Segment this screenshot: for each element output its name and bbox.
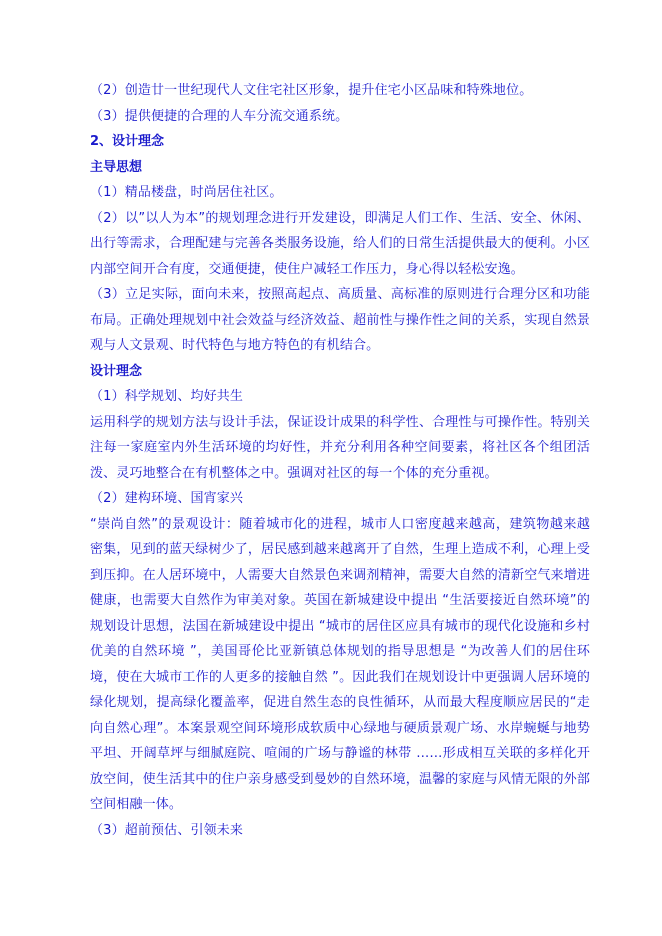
paragraph-concept-1-body: 运用科学的规划方法与设计手法，保证设计成果的科学性、合理性与可操作性。特别关注每一家庭室内外生活环境的均好性，并充分利用各种空间要素，将社区各个组团活泼、灵巧地整合在有机整体之中。强调对社区的每一个体的充分重视。: [90, 414, 590, 481]
paragraph-concept-2-body: “崇尚自然”的景观设计：随着城市化的进程，城市人口密度越来越高，建筑物越来越密集，见到的蓝天绿树少了，居民感到越来越离开了自然，生理上造成不利，心理上受到压抑。在人居环境中，人需要大自然景色来调剂精神，需要大自然的清新空气来增进健康，也需要大自然作为审美对象。英国在新城建设中提出 “生活要接近自然环境”的规划设计思想，法国在新城建设中提出 “城市的居住区应具有城市的现代化设施和乡村优美的自然环境 ”，美国哥伦比亚新镇总体规划的指导思想是 “为改善人们的居住环境，使在大城市工作的人更多的接触自然 ”。因此我们在规划设计中更强调人居环境的绿化规划，提高绿化覆盖率，促进自然生态的良性循环，从而最大程度顺应居民的“走向自然心理”。本案景观空间环境形成软质中心绿地与硬质景观广场、水岸蜿蜒与地势平坦、开阔草坪与细腻庭院、喧闹的广场与静谧的林带 ……形成相互关联的多样化开放空间，使生活其中的住户亲身感受到曼妙的自然环境，温馨的家庭与风情无限的外部空间相融一体。: [90, 516, 590, 812]
paragraph-guiding-2: （2）以”以人为本”的规划理念进行开发建设，即满足人们工作、生活、安全、休闲、出行等需求，合理配建与完善各类服务设施，给人们的日常生活提供最大的便利。小区内部空间开合有度，交通便捷，使住户减轻工作压力，身心得以轻松安逸。: [90, 210, 590, 277]
subheading-design-concept: 设计理念: [90, 363, 143, 379]
paragraph-guiding-3: （3）立足实际，面向未来，按照高起点、高质量、高标准的原则进行合理分区和功能布局。正确处理规划中社会效益与经济效益、超前性与操作性之间的关系，实现自然景观与人文景观、时代特色与地方特色的有机结合。: [90, 287, 590, 353]
subheading-guiding-idea: 主导思想: [90, 159, 143, 175]
paragraph-concept-2-title: （2）建构环境、国宵家兴: [90, 491, 244, 506]
section-heading-design-concept: 2、设计理念: [90, 134, 165, 149]
paragraph-concept-1-title: （1）科学规划、均好共生: [90, 389, 244, 404]
paragraph-guiding-1: （1）精品楼盘，时尚居住社区。: [90, 185, 283, 200]
paragraph-goal-3: （3）提供便捷的合理的人车分流交通系统。: [90, 108, 349, 124]
document-page: [90, 78, 590, 843]
paragraph-concept-3-title: （3）超前预估、引领未来: [90, 822, 244, 838]
paragraph-goal-2: （2）创造廿一世纪现代人文住宅社区形象，提升住宅小区品味和特殊地位。: [90, 83, 533, 98]
